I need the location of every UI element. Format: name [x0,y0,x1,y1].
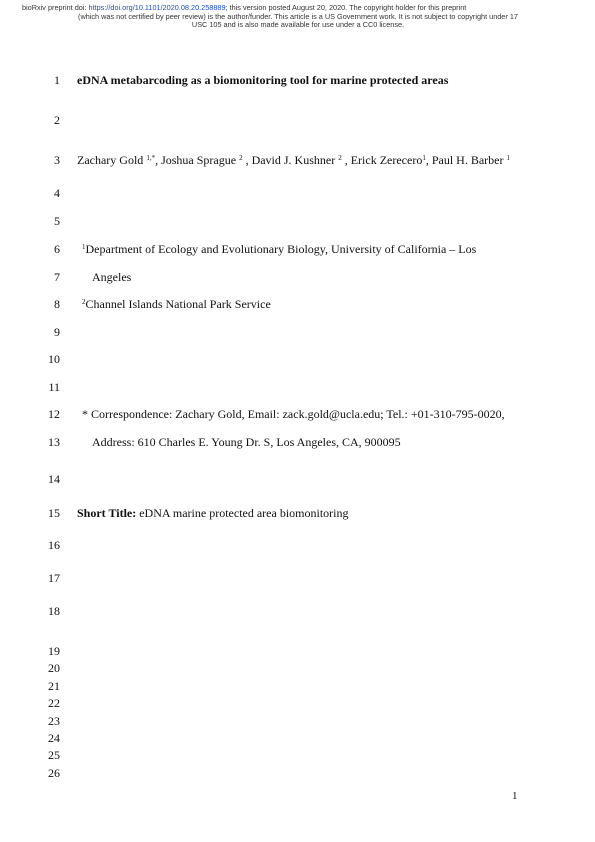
author-name: Zachary Gold [77,153,147,167]
author-affil-sup: 1,* [146,154,156,162]
affiliation-2 [82,297,271,311]
affiliation-text: Department of Ecology and Evolutionary Biology, University of California – Los [85,242,477,256]
short-title-label: Short Title: [77,506,137,520]
affiliation-sup: 1 [82,243,86,251]
author-list [77,153,510,167]
author-separator: , [425,153,432,167]
line-number: 17 [48,571,60,585]
preprint-notice-line3: USC 105 and is also made available for use under a CC0 license. [191,20,405,30]
author-affil-sup: 1 [422,154,426,162]
short-title-text: eDNA marine protected area biomonitoring [136,506,349,520]
line-number: 14 [48,472,60,486]
correspondence-line-1: * Correspondence: Zachary Gold, Email: zack.gold@ucla.edu; Tel.: +01-310-795-0020, [82,407,505,421]
author-affil-sup: 1 [506,154,510,162]
line-number: 19 [48,644,60,658]
affiliation-1 [82,242,476,256]
affiliation-1-cont: Angeles [92,270,132,284]
author-separator: , [242,153,252,167]
author-name: Joshua Sprague [161,153,240,167]
line-number: 3 [54,153,60,167]
preprint-notice-line2: (which was not certified by peer review) is the author/funder. This article is a US Government work. It is not subject to copyright under 17 [78,11,518,21]
correspondence-line-2: Address: 610 Charles E. Young Dr. S, Los Angeles, CA, 900095 [92,435,401,449]
line-number: 5 [54,214,60,228]
preprint-notice [22,4,574,30]
line-number: 2 [54,113,60,127]
line-number: 23 [48,714,60,728]
author-affil-sup: 2 [338,154,342,162]
preprint-prefix: bioRxiv preprint doi: [22,3,89,12]
paper-title: eDNA metabarcoding as a biomonitoring tool for marine protected areas [77,73,449,87]
line-number: 4 [54,186,60,200]
line-number: 16 [48,538,60,552]
page-number: 1 [512,790,518,802]
line-number: 12 [48,407,60,421]
author-name: David J. Kushner [251,153,339,167]
author-name: Paul H. Barber [431,153,507,167]
line-number: 8 [54,297,60,311]
line-number: 10 [48,352,60,366]
short-title [77,506,349,520]
author-separator: , [155,153,162,167]
line-number: 18 [48,604,60,618]
line-number: 25 [48,748,60,762]
affiliation-text: Channel Islands National Park Service [85,297,271,311]
line-number: 6 [54,242,60,256]
line-number: 26 [48,766,60,780]
preprint-line1-rest: ; this version posted August 20, 2020. The copyright holder for this preprint [225,3,467,12]
affiliation-sup: 2 [82,298,86,306]
line-number: 11 [48,380,60,394]
line-number: 15 [48,506,60,520]
author-separator: , [341,153,351,167]
line-number: 7 [54,270,60,284]
line-number: 24 [48,731,60,745]
author-affil-sup: 2 [239,154,243,162]
line-number: 20 [48,661,60,675]
line-number: 22 [48,696,60,710]
author-name: Erick Zerecero [350,153,423,167]
line-number: 21 [48,679,60,693]
line-number: 1 [54,73,60,87]
doi-link[interactable]: https://doi.org/10.1101/2020.08.20.258889 [88,3,226,12]
line-number: 13 [48,435,60,449]
line-number: 9 [54,325,60,339]
